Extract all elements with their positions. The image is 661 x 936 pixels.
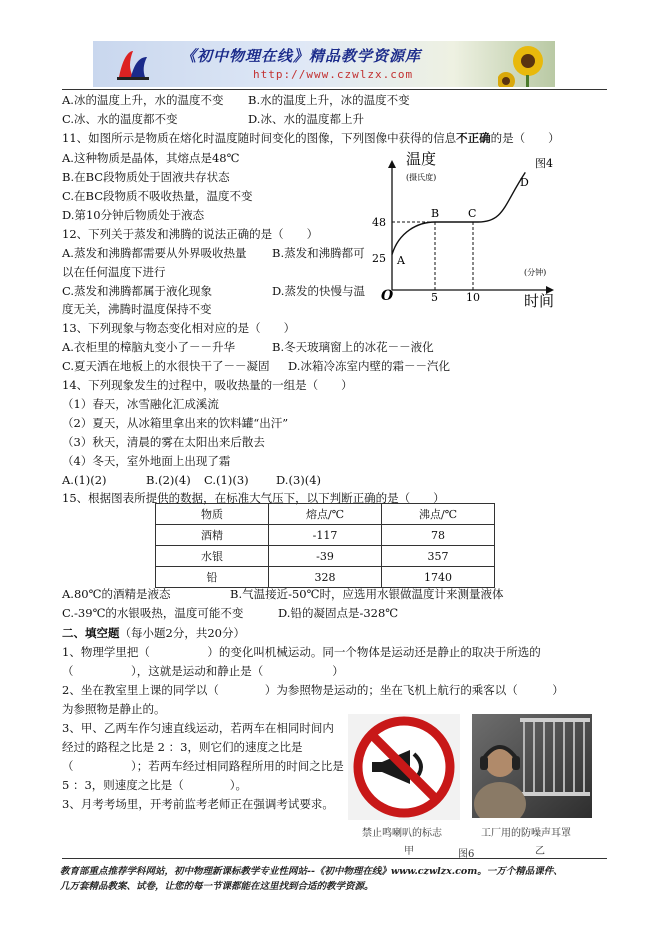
table-cell: 铅 (156, 567, 269, 588)
origin-label: O (381, 288, 394, 304)
no-horn-sign-image (348, 714, 460, 820)
table-row (156, 546, 495, 567)
x-tick-10: 10 (466, 291, 480, 304)
q14-item-4: （4）冬天，室外地面上出现了霜 (62, 454, 231, 468)
q14-option-d: D.(3)(4) (276, 473, 322, 487)
q11-stem: 11、如图所示是物质在熔化时温度随时间变化的图像，下列图像中获得的信息不正确的是（ ） (62, 131, 560, 145)
q10-option-d: D.冰、水的温度都上升 (248, 112, 364, 126)
q11-option-c: C.在BC段物质不吸收热量，温度不变 (62, 189, 253, 203)
q13-option-d: D.冰箱冷冻室内壁的霜－－汽化 (288, 359, 450, 373)
footer-rule (62, 858, 607, 859)
y-axis-arrow (388, 160, 396, 168)
q10-option-c: C.冰、水的温度都不变 (62, 112, 178, 126)
table-cell: -117 (269, 525, 382, 546)
x-axis-unit: (分钟) (524, 268, 547, 277)
q12-stem: 12、下列关于蒸发和沸腾的说法正确的是（ ） (62, 227, 319, 241)
figure6-caption-left: 禁止鸣喇叭的标志 (362, 828, 442, 839)
fill-q1-line1: 1、物理学里把（ ）的变化叫机械运动。同一个物体是运动还是静止的取决于所选的 (62, 645, 541, 659)
table-cell: 酒精 (156, 525, 269, 546)
q10-option-a: A.冰的温度上升，水的温度不变 (62, 93, 224, 107)
q14-option-a: A.(1)(2) (62, 473, 107, 487)
q12-option-b-cont: 以在任何温度下进行 (62, 265, 166, 279)
header-banner (93, 41, 555, 87)
section-2-heading: 二、填空题（每小题2分，共20分） (62, 626, 245, 640)
fill-q3-line3: （ ）；若两车经过相同路程所用的时间之比是 (62, 759, 344, 773)
melting-curve (392, 172, 525, 254)
q14-item-3: （3）秋天，清晨的雾在太阳出来后散去 (62, 435, 265, 449)
fill-q1-line2: （ ），这就是运动和静止是（ ） (62, 664, 344, 678)
table-row (156, 525, 495, 546)
q12-option-b: B.蒸发和沸腾都可 (272, 246, 365, 260)
q13-stem: 13、下列现象与物态变化相对应的是（ ） (62, 321, 296, 335)
table-cell: 328 (269, 567, 382, 588)
y-tick-25: 25 (372, 252, 386, 265)
fill-q3-line2: 经过的路程之比是 2 ：3，则它们的速度之比是 (62, 740, 303, 754)
banner-title: 《初中物理在线》精品教学资源库 (181, 47, 422, 65)
fill-q3-line1: 3、甲、乙两车作匀速直线运动，若两车在相同时间内 (62, 721, 334, 735)
y-axis-unit: (摄氏度) (406, 173, 437, 182)
q13-option-b: B.冬天玻璃窗上的冰花－－液化 (272, 340, 434, 354)
figure6-label: 图6 (458, 849, 475, 860)
q15-stem: 15、根据图表所提供的数据，在标准大气压下，以下判断正确的是（ ） (62, 491, 445, 505)
table-cell: 78 (382, 525, 495, 546)
q11-option-b: B.在BC段物质处于固液共存状态 (62, 170, 230, 184)
footer-line-2: 几万套精品教案、试卷，让您的每一节课都能在这里找到合适的教学资源。 (60, 881, 374, 892)
q12-option-c: C.蒸发和沸腾都属于液化现象 (62, 284, 213, 298)
figure6-label-b: 乙 (535, 846, 545, 857)
logo-icon (115, 47, 151, 81)
table-header: 沸点/℃ (382, 504, 495, 525)
factory-earmuff-image (472, 714, 592, 818)
q12-option-d-cont: 度无关，沸腾时温度保持不变 (62, 302, 212, 316)
point-c-label: C (468, 207, 477, 220)
q11-option-d: D.第10分钟后物质处于液态 (62, 208, 205, 222)
fill-q3-line4: 5 ：3，则速度之比是（ ）。 (62, 778, 248, 792)
table-header: 熔点/℃ (269, 504, 382, 525)
q14-option-c: C.(1)(3) (204, 473, 249, 487)
figure6-label-a: 甲 (404, 846, 414, 857)
melting-graph (372, 150, 572, 310)
q15-option-a: A.80℃的酒精是液态 (62, 587, 171, 601)
table-cell: 1740 (382, 567, 495, 588)
banner-url[interactable]: http://www.czwlzx.com (253, 68, 414, 81)
table-cell: 水银 (156, 546, 269, 567)
table-header: 物质 (156, 504, 269, 525)
q15-option-d: D.铅的凝固点是-328℃ (278, 606, 399, 620)
figure6-caption-right: 工厂用的防噪声耳罩 (481, 828, 571, 839)
q15-data-table (155, 503, 495, 588)
sunflower-icon (498, 41, 555, 87)
q12-option-d: D.蒸发的快慢与温 (272, 284, 365, 298)
q14-item-1: （1）春天，冰雪融化汇成溪流 (62, 397, 219, 411)
q10-option-b: B.水的温度上升，冰的温度不变 (248, 93, 410, 107)
figure-label: 图4 (535, 157, 553, 170)
q13-option-a: A.衣柜里的樟脑丸变小了－－升华 (62, 340, 235, 354)
table-cell: -39 (269, 546, 382, 567)
header-rule (62, 89, 607, 90)
q14-option-b: B.(2)(4) (146, 473, 191, 487)
q11-option-a: A.这种物质是晶体，其熔点是48℃ (62, 151, 240, 165)
y-tick-48: 48 (372, 216, 386, 229)
q12-option-a: A.蒸发和沸腾都需要从外界吸收热量 (62, 246, 247, 260)
y-axis-label: 温度 (406, 150, 437, 168)
point-b-label: B (431, 207, 440, 220)
footer-line-1: 教育部重点推荐学科网站，初中物理新课标教学专业性网站--《初中物理在线》www.czwlzx.com。一万个精品课件、 (60, 866, 563, 877)
earmuff-icon (480, 756, 488, 770)
point-a-label: A (397, 254, 405, 267)
fill-q2-line1: 2、坐在教室里上课的同学以（ ）为参照物是运动的；坐在飞机上航行的乘客以（ ） (62, 683, 564, 697)
fill-q4-line1: 3、月考考场里，开考前监考老师正在强调考试要求。 (62, 797, 334, 811)
q15-option-c: C.-39℃的水银吸热，温度可能不变 (62, 606, 244, 620)
x-axis-label: 时间 (524, 292, 555, 310)
point-d-label: D (520, 176, 529, 189)
q14-item-2: （2）夏天，从冰箱里拿出来的饮料罐“出汗” (62, 416, 289, 430)
table-cell: 357 (382, 546, 495, 567)
q13-option-c: C.夏天洒在地板上的水很快干了－－凝固 (62, 359, 270, 373)
table-header-row (156, 504, 495, 525)
fill-q2-line2: 为参照物是静止的。 (62, 702, 166, 716)
q15-option-b: B.气温接近-50℃时，应选用水银做温度计来测量液体 (230, 587, 504, 601)
q14-stem: 14、下列现象发生的过程中，吸收热量的一组是（ ） (62, 378, 353, 392)
x-tick-5: 5 (431, 291, 438, 304)
